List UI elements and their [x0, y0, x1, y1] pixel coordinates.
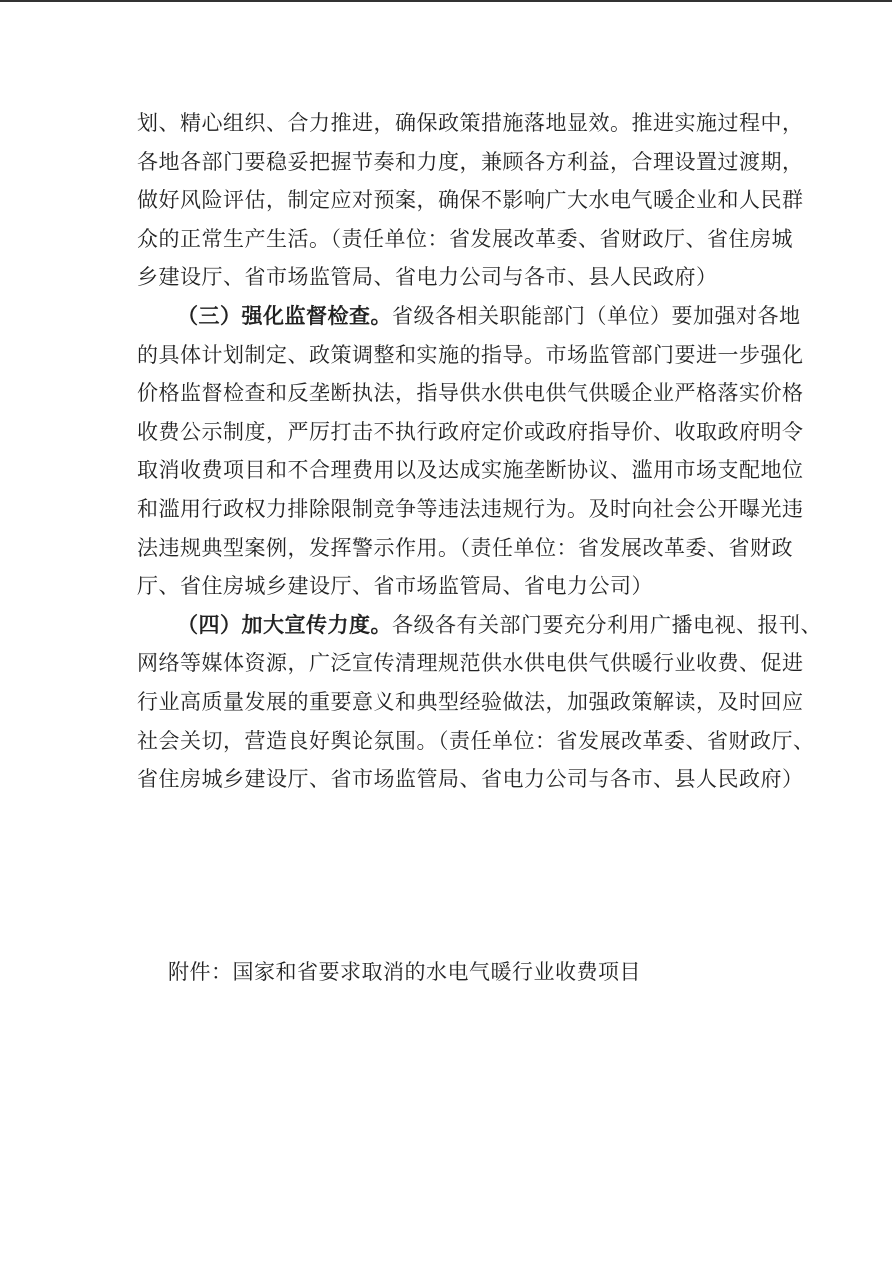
text-line: 的具体计划制定、政策调整和实施的指导。市场监管部门要进一步强化	[137, 342, 804, 367]
section-strengthen-supervision	[137, 297, 804, 606]
text-line: 取消收费项目和不合理费用以及达成实施垄断协议、滥用市场支配地位	[137, 458, 804, 483]
document-body	[137, 104, 822, 799]
text-line: 网络等媒体资源，广泛宣传清理规范供水供电供气供暖行业收费、促进	[137, 651, 804, 676]
section-first-line	[137, 297, 801, 336]
section-increase-publicity	[137, 606, 822, 799]
text-line: 收费公示制度，严厉打击不执行政府定价或政府指导价、收取政府明令	[137, 419, 804, 444]
section-first-line	[137, 606, 822, 645]
text-line: 省住房城乡建设厅、省市场监管局、省电力公司与各市、县人民政府）	[137, 767, 804, 792]
section-heading: （三）强化监督检查。	[177, 302, 392, 328]
text-line: 做好风险评估，制定应对预案，确保不影响广大水电气暖企业和人民群	[137, 188, 804, 213]
text-line: 划、精心组织、合力推进，确保政策措施落地显效。推进实施过程中，	[137, 111, 804, 135]
text-line: 乡建设厅、省市场监管局、省电力公司与各市、县人民政府）	[137, 265, 718, 290]
text-line: 和滥用行政权力排除限制竞争等违法违规行为。及时向社会公开曝光违	[137, 496, 804, 521]
text-line: 众的正常生产生活。（责任单位：省发展改革委、省财政厅、省住房城	[137, 226, 793, 251]
section-first-line-text: 各级各有关部门要充分利用广播电视、报刊、	[392, 612, 822, 637]
paragraph-continuation	[137, 104, 804, 297]
section-first-line-text: 省级各相关职能部门（单位）要加强对各地	[392, 303, 801, 328]
text-line: 法违规典型案例，发挥警示作用。（责任单位：省发展改革委、省财政	[137, 535, 793, 560]
text-line: 行业高质量发展的重要意义和典型经验做法，加强政策解读，及时回应	[137, 689, 804, 714]
top-border-line	[0, 0, 892, 2]
attachment-note: 附件：国家和省要求取消的水电气暖行业收费项目	[168, 960, 641, 984]
text-line: 社会关切，营造良好舆论氛围。（责任单位：省发展改革委、省财政厅、	[137, 728, 815, 753]
text-line: 厅、省住房城乡建设厅、省市场监管局、省电力公司）	[137, 574, 653, 599]
text-line: 各地各部门要稳妥把握节奏和力度，兼顾各方利益，合理设置过渡期，	[137, 149, 804, 174]
section-heading: （四）加大宣传力度。	[177, 611, 392, 637]
text-line: 价格监督检查和反垄断执法，指导供水供电供气供暖企业严格落实价格	[137, 381, 804, 406]
